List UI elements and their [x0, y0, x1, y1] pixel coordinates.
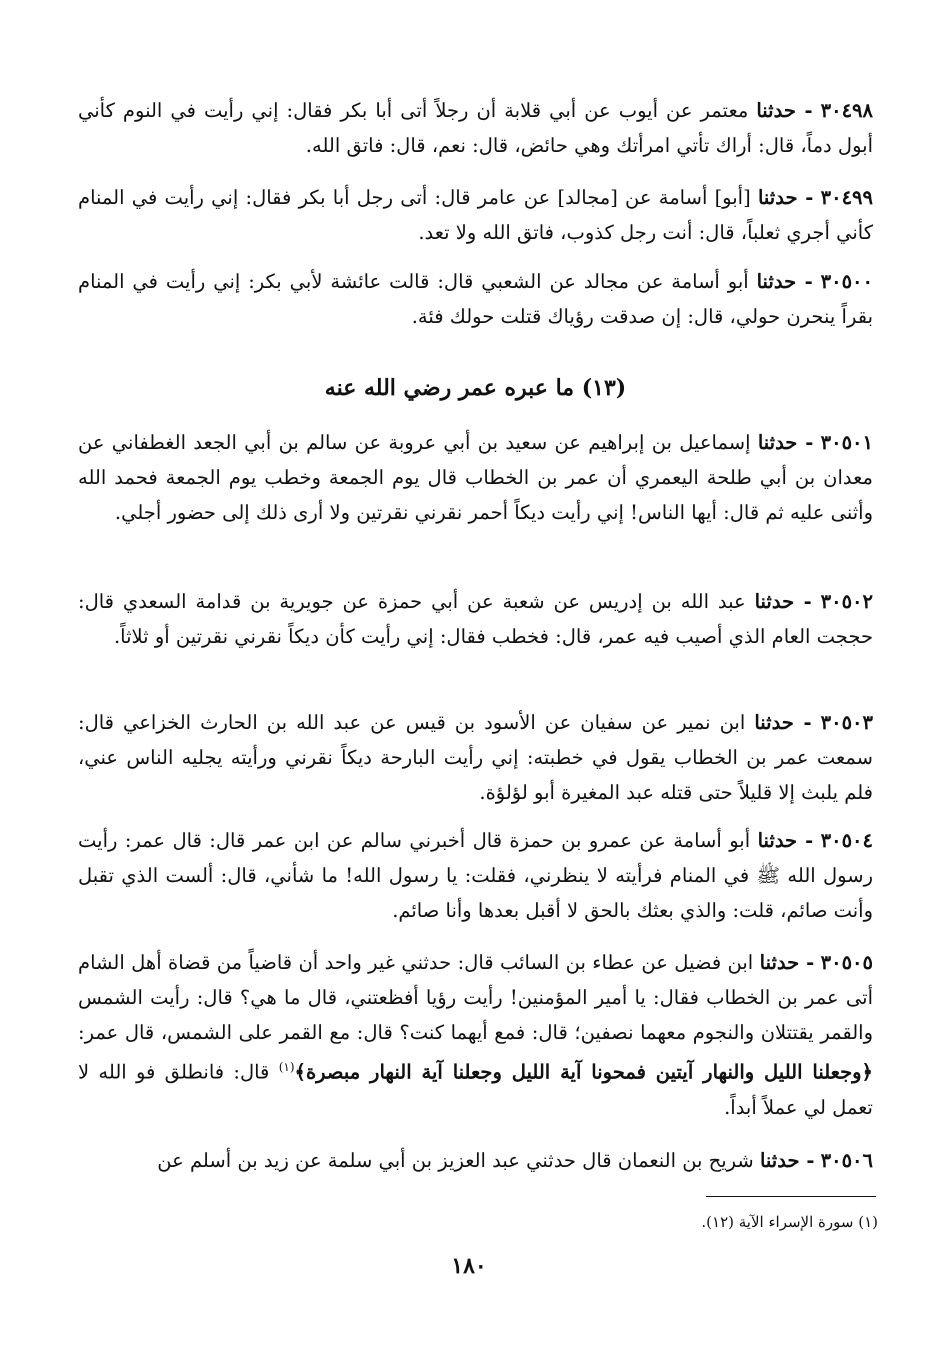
hadith-number: ٣٠٥٠٢: [820, 590, 873, 613]
hadith-30505: [78, 945, 873, 1125]
hadith-number: ٣٠٤٩٩: [820, 186, 874, 209]
hadith-lead: - حدثنا: [754, 590, 812, 613]
hadith-text: ابن نمير عن سفيان عن الأسود بن قيس عن عبد الله بن الحارث الخزاعي قال: سمعت عمر بن الخطاب يقول في خطبته: إني رأيت البارحة ديكاً نقرني ورأيته يجليه الناس عني، فلم يلبث إلا قليلاً حتى قتله عبد المغيرة أبو لؤلؤة.: [78, 711, 873, 804]
hadith-lead: - حدثنا: [759, 1149, 815, 1172]
hadith-30502: [78, 584, 873, 654]
hadith-30503: [78, 705, 873, 810]
hadith-number: ٣٠٤٩٨: [820, 99, 873, 122]
hadith-text: شريح بن النعمان قال حدثني عبد العزيز بن أبي سلمة عن زيد بن أسلم عن: [157, 1149, 754, 1172]
hadith-number: ٣٠٥٠٣: [820, 711, 874, 734]
hadith-lead: - حدثنا: [757, 829, 814, 852]
hadith-text-continued: قال: فانطلق فو الله لا تعمل لي عملاً أبداً.: [78, 1060, 873, 1119]
hadith-lead: - حدثنا: [757, 186, 814, 209]
hadith-text: [أبو] أسامة عن [مجالد] عن عامر قال: أتى رجل أبا بكر فقال: إني رأيت في المنام كأني أجري ثعلباً، قال: أنت رجل كذوب، فاتق الله ولا تعد.: [78, 186, 873, 244]
section-heading: (١٣) ما عبره عمر رضي الله عنه: [324, 375, 627, 401]
hadith-30504: [78, 823, 873, 928]
footnote: (١) سورة الإسراء الآية (١٢).: [701, 1213, 878, 1231]
hadith-text: ابن فضيل عن عطاء بن السائب قال: حدثني غير واحد أن قاضياً من قضاة أهل الشام أتى عمر بن الخطاب فقال: يا أمير المؤمنين! رأيت رؤيا أفظعتني، قال ما هي؟ قال: رأيت الشمس والقمر يقتتلان والنجوم معهما نصفين؛ قال: فمع أيهما كنت؟ قال: مع القمر على الشمس، قال عمر:: [78, 951, 873, 1044]
hadith-text: إسماعيل بن إبراهيم عن سعيد بن أبي عروبة عن سالم بن أبي الجعد الغطفاني عن معدان بن أبي طلحة اليعمري أن عمر بن الخطاب قال يوم الجمعة وخطب يوم الجمعة فحمد الله وأثنى عليه ثم قال: أيها الناس! إني رأيت ديكاً أحمر نقرني نقرتين ولا أرى ذلك إلى حضور أجلي.: [78, 431, 873, 524]
hadith-30506: [78, 1143, 873, 1178]
hadith-number: ٣٠٥٠١: [820, 431, 874, 454]
hadith-lead: - حدثنا: [756, 99, 813, 122]
hadith-number: ٣٠٥٠٤: [820, 829, 873, 852]
hadith-text: أبو أسامة عن عمرو بن حمزة قال أخبرني سالم عن ابن عمر قال: قال عمر: رأيت رسول الله ﷺ في المنام فرأيته لا ينظرني، فقلت: يا رسول الله! ما شأني، قال: ألست الذي تقبل وأنت صائم، قلت: والذي بعثك بالحق لا أقبل بعدها وأنا صائم.: [78, 829, 873, 922]
hadith-number: ٣٠٥٠٠: [820, 270, 873, 293]
hadith-text: عبد الله بن إدريس عن شعبة عن أبي حمزة عن جويرية بن قدامة السعدي قال: حججت العام الذي أصيب فيه عمر، قال: فخطب فقال: إني رأيت كأن ديكاً نقرني نقرتين أو ثلاثاً.: [78, 590, 873, 648]
hadith-number: ٣٠٥٠٦: [820, 1149, 873, 1172]
hadith-lead: - حدثنا: [756, 270, 813, 293]
quran-verse: ﴿وجعلنا الليل والنهار آيتين فمحونا آية الليل وجعلنا آية النهار مبصرة﴾: [294, 1060, 873, 1084]
hadith-number: ٣٠٥٠٥: [820, 951, 874, 974]
footnote-marker: (١): [278, 1060, 295, 1074]
hadith-30499: [78, 180, 873, 250]
hadith-text: أبو أسامة عن مجالد عن الشعبي قال: قالت عائشة لأبي بكر: إني رأيت في المنام بقراً ينحرن حولي، قال: إن صدقت رؤياك قتلت حولك فئة.: [78, 270, 873, 328]
page-number: ١٨٠: [451, 1253, 487, 1279]
hadith-text: معتمر عن أيوب عن أبي قلابة أن رجلاً أتى أبا بكر فقال: إني رأيت في النوم كأني أبول دماً، قال: أراك تأتي امرأتك وهي حائض، قال: نعم، قال: فاتق الله.: [78, 99, 873, 157]
hadith-lead: - حدثنا: [754, 711, 812, 734]
hadith-lead: - حدثنا: [759, 951, 815, 974]
hadith-30498: [78, 93, 873, 163]
footnote-divider: [706, 1196, 876, 1197]
hadith-30501: [78, 425, 873, 530]
hadith-30500: [78, 264, 873, 334]
hadith-lead: - حدثنا: [757, 431, 814, 454]
